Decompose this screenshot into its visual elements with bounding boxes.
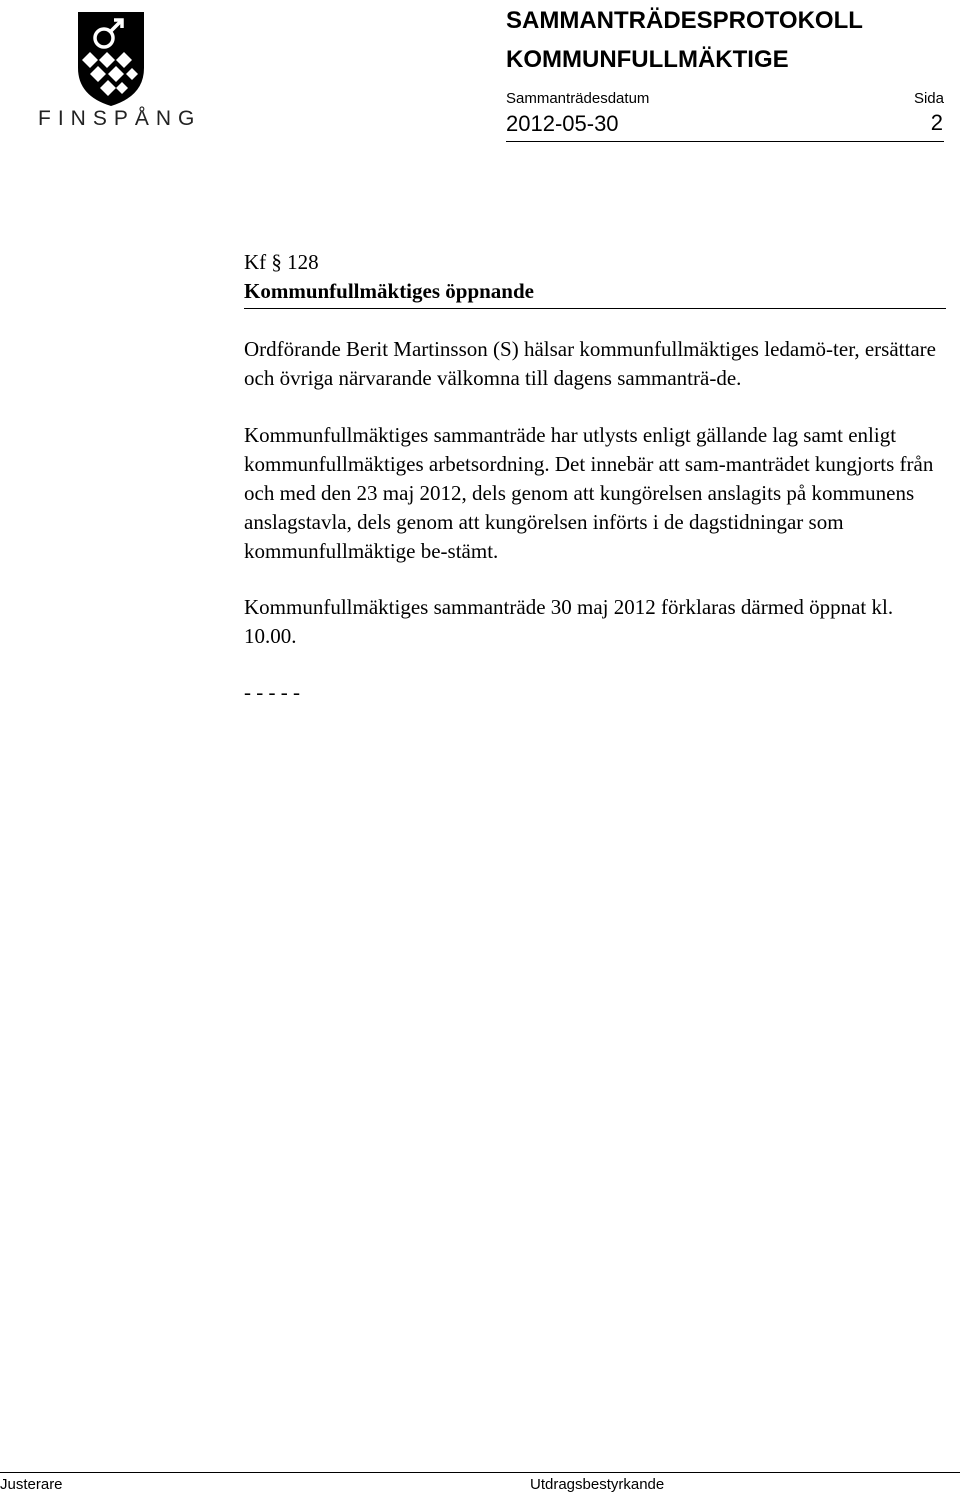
logo-text: FINSPÅNG — [38, 107, 202, 130]
section-heading: Kommunfullmäktiges öppnande — [244, 277, 946, 309]
coat-of-arms-icon — [38, 8, 183, 108]
page-label: Sida — [913, 90, 944, 107]
meeting-date-label: Sammanträdesdatum — [506, 90, 650, 107]
footer-certification-label: Utdragsbestyrkande — [530, 1476, 665, 1493]
header-divider — [506, 141, 944, 142]
footer-divider — [0, 1472, 960, 1473]
body-paragraph: Kommunfullmäktiges sammanträde har utlysts enligt gällande lag samt enligt kommunfullmäktiges arbetsordning. Det innebär att sam-manträdet kungjorts från och med den 23 maj 2012, dels genom att kungörelsen anslagits på kommunens anslagstavla, dels genom att kungörelsen införts i de dagstidningar som kommunfullmäktige be-stämt. — [244, 423, 934, 563]
body-name-title: KOMMUNFULLMÄKTIGE — [506, 46, 789, 73]
main-content — [244, 248, 946, 707]
footer-adjuster-label: Justerare — [0, 1476, 63, 1493]
document-type-title: SAMMANTRÄDESPROTOKOLL — [506, 7, 863, 34]
body-paragraph: Ordförande Berit Martinsson (S) hälsar kommunfullmäktiges ledamö-ter, ersättare och övriga närvarande välkomna till dagens sammanträ-de. — [244, 337, 936, 390]
body-paragraph: Kommunfullmäktiges sammanträde 30 maj 2012 förklaras därmed öppnat kl. 10.00. — [244, 595, 894, 648]
meeting-date-value: 2012-05-30 — [506, 111, 619, 136]
page-number: 2 — [930, 110, 943, 135]
paragraph-reference: Kf § 128 — [244, 250, 319, 274]
section-end-divider: - - - - - — [244, 680, 300, 704]
